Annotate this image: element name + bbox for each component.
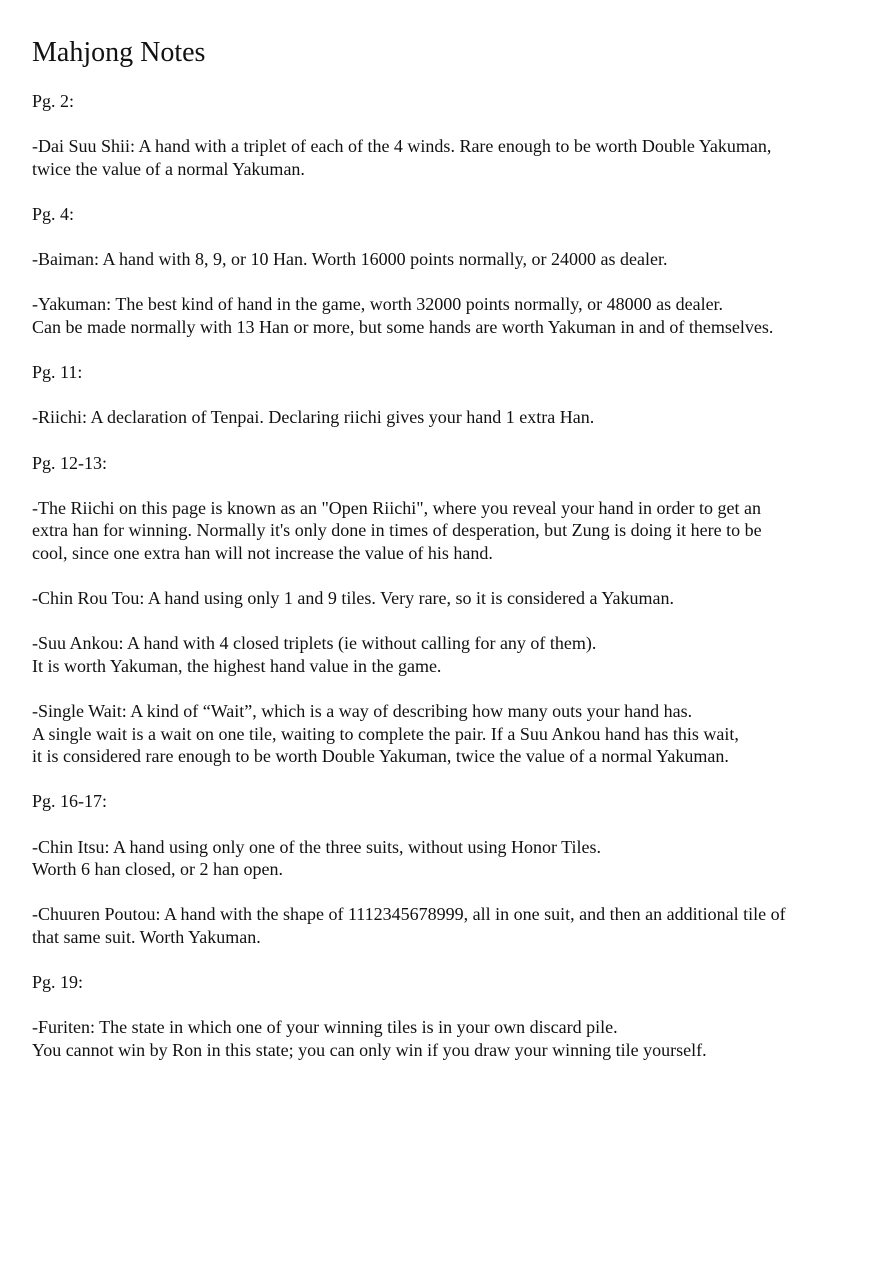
- page-heading-text: Pg. 19:: [32, 972, 84, 993]
- entry-line: -The Riichi on this page is known as an "Open Riichi", where you reveal your hand in order to get an: [32, 497, 762, 518]
- glossary-entry: [32, 700, 852, 768]
- entry-line: Worth 6 han closed, or 2 han open.: [32, 859, 283, 880]
- notes-body: [32, 90, 852, 1062]
- page-title: Mahjong Notes: [32, 37, 206, 68]
- entry-line: -Chin Rou Tou: A hand using only 1 and 9 tiles. Very rare, so it is considered a Yakuman.: [32, 588, 675, 609]
- page-heading: [32, 971, 852, 994]
- glossary-entry: [32, 587, 852, 610]
- glossary-entry: [32, 836, 852, 881]
- entry-line: -Chin Itsu: A hand using only one of the three suits, without using Honor Tiles.: [32, 836, 602, 857]
- entry-line: -Single Wait: A kind of “Wait”, which is a way of describing how many outs your hand has.: [32, 701, 693, 722]
- entry-line: It is worth Yakuman, the highest hand value in the game.: [32, 655, 442, 676]
- glossary-entry: [32, 1016, 852, 1061]
- page-heading: [32, 452, 852, 475]
- entry-line: -Suu Ankou: A hand with 4 closed triplets (ie without calling for any of them).: [32, 633, 597, 654]
- page-heading-text: Pg. 16-17:: [32, 791, 108, 812]
- entry-line: -Dai Suu Shii: A hand with a triplet of each of the 4 winds. Rare enough to be worth Double Yakuman,: [32, 136, 772, 157]
- glossary-entry: [32, 903, 852, 948]
- entry-line: -Baiman: A hand with 8, 9, or 10 Han. Worth 16000 points normally, or 24000 as dealer.: [32, 249, 668, 270]
- page-heading: [32, 203, 852, 226]
- entry-line: extra han for winning. Normally it's only done in times of desperation, but Zung is doing it here to be: [32, 520, 762, 541]
- entry-line: that same suit. Worth Yakuman.: [32, 926, 261, 947]
- page-heading-text: Pg. 11:: [32, 362, 83, 383]
- entry-line: -Riichi: A declaration of Tenpai. Declaring riichi gives your hand 1 extra Han.: [32, 407, 595, 428]
- entry-line: -Furiten: The state in which one of your winning tiles is in your own discard pile.: [32, 1017, 618, 1038]
- glossary-entry: [32, 293, 852, 338]
- page-heading: [32, 90, 852, 113]
- page-heading-text: Pg. 12-13:: [32, 452, 108, 473]
- entry-line: A single wait is a wait on one tile, waiting to complete the pair. If a Suu Ankou hand has this wait,: [32, 723, 739, 744]
- page-heading: [32, 790, 852, 813]
- glossary-entry: [32, 632, 852, 677]
- glossary-entry: [32, 135, 852, 180]
- page-heading-text: Pg. 2:: [32, 91, 75, 111]
- entry-line: You cannot win by Ron in this state; you can only win if you draw your winning tile yourself.: [32, 1039, 707, 1060]
- entry-line: cool, since one extra han will not increase the value of his hand.: [32, 542, 493, 563]
- glossary-entry: [32, 248, 852, 271]
- page-heading-text: Pg. 4:: [32, 203, 75, 224]
- glossary-entry: [32, 406, 852, 429]
- glossary-entry: [32, 497, 852, 565]
- entry-line: Can be made normally with 13 Han or more, but some hands are worth Yakuman in and of themselves.: [32, 316, 774, 337]
- entry-line: it is considered rare enough to be worth Double Yakuman, twice the value of a normal Yakuman.: [32, 746, 729, 767]
- notes-page: [32, 36, 852, 1084]
- entry-line: twice the value of a normal Yakuman.: [32, 158, 305, 179]
- entry-line: -Chuuren Poutou: A hand with the shape of 1112345678999, all in one suit, and then an additional tile of: [32, 904, 786, 925]
- page-heading: [32, 361, 852, 384]
- entry-line: -Yakuman: The best kind of hand in the game, worth 32000 points normally, or 48000 as dealer.: [32, 294, 724, 315]
